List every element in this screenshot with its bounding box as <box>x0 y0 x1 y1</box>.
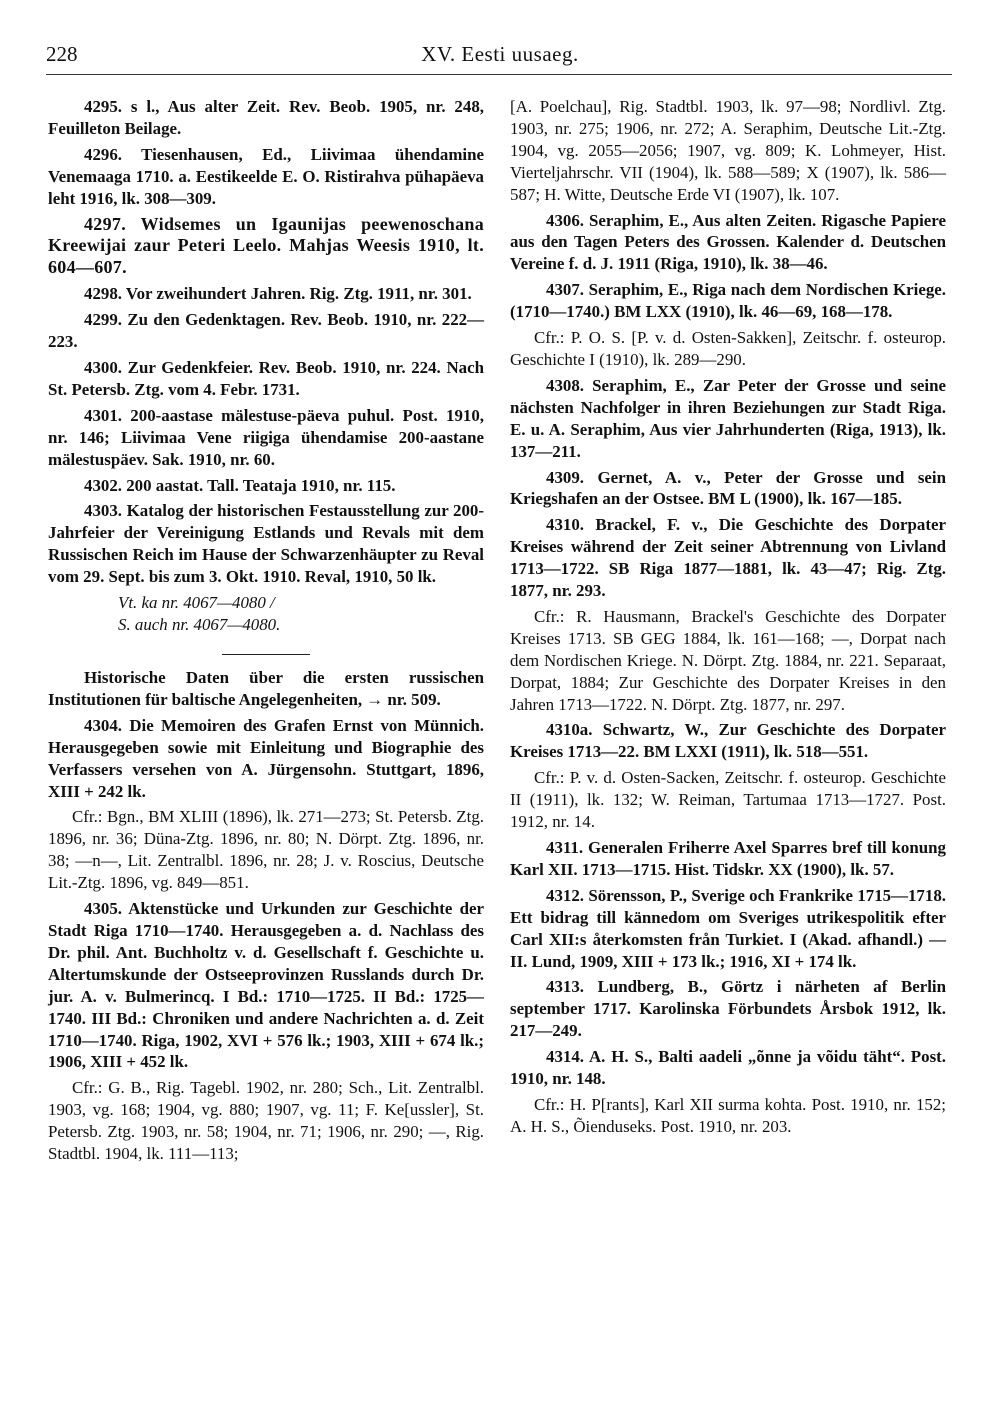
entry-4301: 4301. 200-aastase mälestuse-päeva puhul. Post. 1910, nr. 146; Liivimaa Vene riigiga ühendamise 200-aastane mälestuspäev. Sak. 1910, nr. 60. <box>48 405 484 469</box>
entry-4300: 4300. Zur Gedenkfeier. Rev. Beob. 1910, nr. 224. Nach St. Petersb. Ztg. vom 4. Febr. 1731. <box>48 357 484 399</box>
entry-4302: 4302. 200 aastat. Tall. Teataja 1910, nr. 115. <box>84 475 396 495</box>
page-number: 228 <box>46 42 78 66</box>
entry-4297: 4297. Widsemes un Igaunijas peewenoschana Kreewijai zaur Peteri Leelo. Mahjas Weesis 1910, lt. 604—607. <box>48 213 484 278</box>
left-column <box>48 96 484 1169</box>
entry-4312: 4312. Sörensson, P., Sverige och Frankrike 1715—1718. Ett bidrag till kännedom om Sveriges utrikespolitik efter Carl XII:s återkomsten från Turkiet. I (Akad. afhandl.) — II. Lund, 1909, XIII + 173 lk.; 1916, XI + 174 lk. <box>510 885 946 971</box>
right-column <box>510 96 946 1142</box>
cross-reference-de: S. auch nr. 4067—4080. <box>118 615 281 635</box>
cfr-4307: Cfr.: P. O. S. [P. v. d. Osten-Sakken], Zeitschr. f. osteurop. Geschichte I (1910), lk. 289—290. <box>510 328 946 369</box>
entry-4305: 4305. Aktenstücke und Urkunden zur Geschichte der Stadt Riga 1710—1740. Herausgegeben a. d. Nachlass des Dr. phil. Ant. Buchholtz v. d. Gesellschaft f. Geschichte u. Altertumskunde der Ostseeprovinzen Russlands durch Dr. jur. A. v. Bulmerincq. I Bd.: 1710—1725. II Bd.: 1725—1740. III Bd.: Chroniken und andere Nachrichten a. d. Zeit 1710—1740. Riga, 1902, XVI + 576 lk.; 1903, XIII + 674 lk.; 1906, XIII + 452 lk. <box>48 899 484 1072</box>
cfr-4310a: Cfr.: P. v. d. Osten-Sacken, Zeitschr. f. osteurop. Geschichte II (1911), lk. 132; W. Reiman, Tartumaa 1713—1727. Post. 1912, nr. 14. <box>510 768 946 832</box>
header-rule <box>46 74 952 75</box>
entry-4314: 4314. A. H. S., Balti aadeli „õnne ja võidu täht“. Post. 1910, nr. 148. <box>510 1047 946 1089</box>
entry-4304: 4304. Die Memoiren des Grafen Ernst von Münnich. Herausgegeben sowie mit Einleitung und Biographie des Verfassers versehen von A. Jürgensohn. Stuttgart, 1896, XIII + 242 lk. <box>48 715 484 801</box>
section-heading: Historische Daten über die ersten russischen Institutionen für baltische Angelegenheiten, → nr. 509. <box>48 668 484 709</box>
entry-4306: 4306. Seraphim, E., Aus alten Zeiten. Rigasche Papiere aus den Tagen Peters des Grossen. Kalender d. Deutschen Vereine f. d. J. 1911 (Riga, 1910), lk. 38—46. <box>510 210 946 274</box>
entry-4311: 4311. Generalen Friherre Axel Sparres bref till konung Karl XII. 1713—1715. Hist. Tidskr. XX (1900), lk. 57. <box>510 838 946 879</box>
cfr-4314: Cfr.: H. P[rants], Karl XII surma kohta. Post. 1910, nr. 152; A. H. S., Õienduseks. Post. 1910, nr. 203. <box>510 1094 946 1136</box>
entry-4309: 4309. Gernet, A. v., Peter der Grosse und sein Kriegshafen an der Ostsee. BM L (1900), lk. 167—185. <box>510 467 946 509</box>
cfr-4304: Cfr.: Bgn., BM XLIII (1896), lk. 271—273; St. Petersb. Ztg. 1896, nr. 36; Düna-Ztg. 1896, nr. 80; N. Dörpt. Ztg. 1896, nr. 38; —n—, Lit. Zentralbl. 1896, nr. 28; J. v. Roscius, Deutsche Lit.-Ztg. 1896, vg. 849—851. <box>48 807 484 893</box>
entry-4303: 4303. Katalog der historischen Festausstellung zur 200-Jahrfeier der Vereinigung Estlands und Revals mit dem Russischen Reich im Hause der Schwarzenhäupter zu Reval vom 29. Sept. bis zum 3. Okt. 1910. Reval, 1910, 50 lk. <box>48 501 484 587</box>
cross-reference <box>48 592 484 636</box>
entry-4295: 4295. s l., Aus alter Zeit. Rev. Beob. 1905, nr. 248, Feuilleton Beilage. <box>48 97 484 138</box>
entry-4296: 4296. Tiesenhausen, Ed., Liivimaa ühendamine Venemaaga 1710. a. Eestikeelde E. O. Ristirahva pühapäeva leht 1916, lk. 308—309. <box>48 144 484 208</box>
entry-4308: 4308. Seraphim, E., Zar Peter der Grosse und seine nächsten Nachfolger in ihren Beziehungen zur Stadt Riga. E. u. A. Seraphim, Aus vier Jahrhunderten (Riga, 1913), lk. 137—211. <box>510 375 946 461</box>
running-title: XV. Eesti uusaeg. <box>421 42 579 66</box>
entry-4307: 4307. Seraphim, E., Riga nach dem Nordischen Kriege. (1710—1740.) BM LXX (1910), lk. 46—69, 168—178. <box>510 280 946 322</box>
entry-4313: 4313. Lundberg, B., Görtz i närheten af Berlin september 1717. Karolinska Förbundets Årsbok 1912, lk. 217—249. <box>510 977 946 1041</box>
entry-4310a: 4310a. Schwartz, W., Zur Geschichte des Dorpater Kreises 1713—22. BM LXXI (1911), lk. 518—551. <box>510 720 946 762</box>
entry-4299: 4299. Zu den Gedenktagen. Rev. Beob. 1910, nr. 222—223. <box>48 310 484 352</box>
cfr-4310: Cfr.: R. Hausmann, Brackel's Geschichte des Dorpater Kreises 1713. SB GEG 1884, lk. 161—168; —, Dorpat nach dem Nordischen Kriege. N. Dörpt. Ztg. 1884, nr. 221. Separaat, Dorpat, 1884; Zur Geschichte des Dorpater Kreises in den Jahren 1713—1722. N. Dörpt. Ztg. 1877, nr. 297. <box>510 606 946 714</box>
section-divider <box>222 654 310 655</box>
cross-reference-et: Vt. ka nr. 4067—4080 / <box>118 593 275 613</box>
entry-4298: 4298. Vor zweihundert Jahren. Rig. Ztg. 1911, nr. 301. <box>84 284 472 304</box>
cfr-4305-continued: [A. Poelchau], Rig. Stadtbl. 1903, lk. 97—98; Nordlivl. Ztg. 1903, nr. 275; 1906, nr. 272; A. Seraphim, Deutsche Lit.-Ztg. 1904, vg. 2055—2056; 1907, vg. 809; K. Lohmeyer, Hist. Vierteljahrschr. VII (1904), lk. 588—589; X (1907), lk. 586—587; H. Witte, Deutsche Erde VI (1907), lk. 107. <box>510 97 946 204</box>
cfr-4305: Cfr.: G. B., Rig. Tagebl. 1902, nr. 280; Sch., Lit. Zentralbl. 1903, vg. 168; 1904, vg. 880; 1907, vg. 11; F. Ke[ussler], St. Petersb. Ztg. 1903, nr. 58; 1904, nr. 71; 1906, nr. 290; —, Rig. Stadtbl. 1904, lk. 111—113; <box>48 1078 484 1164</box>
entry-4310: 4310. Brackel, F. v., Die Geschichte des Dorpater Kreises während der Zeit seiner Abtrennung von Livland 1713—1722. SB Riga 1877—1881, lk. 43—47; Rig. Ztg. 1877, nr. 293. <box>510 515 946 601</box>
